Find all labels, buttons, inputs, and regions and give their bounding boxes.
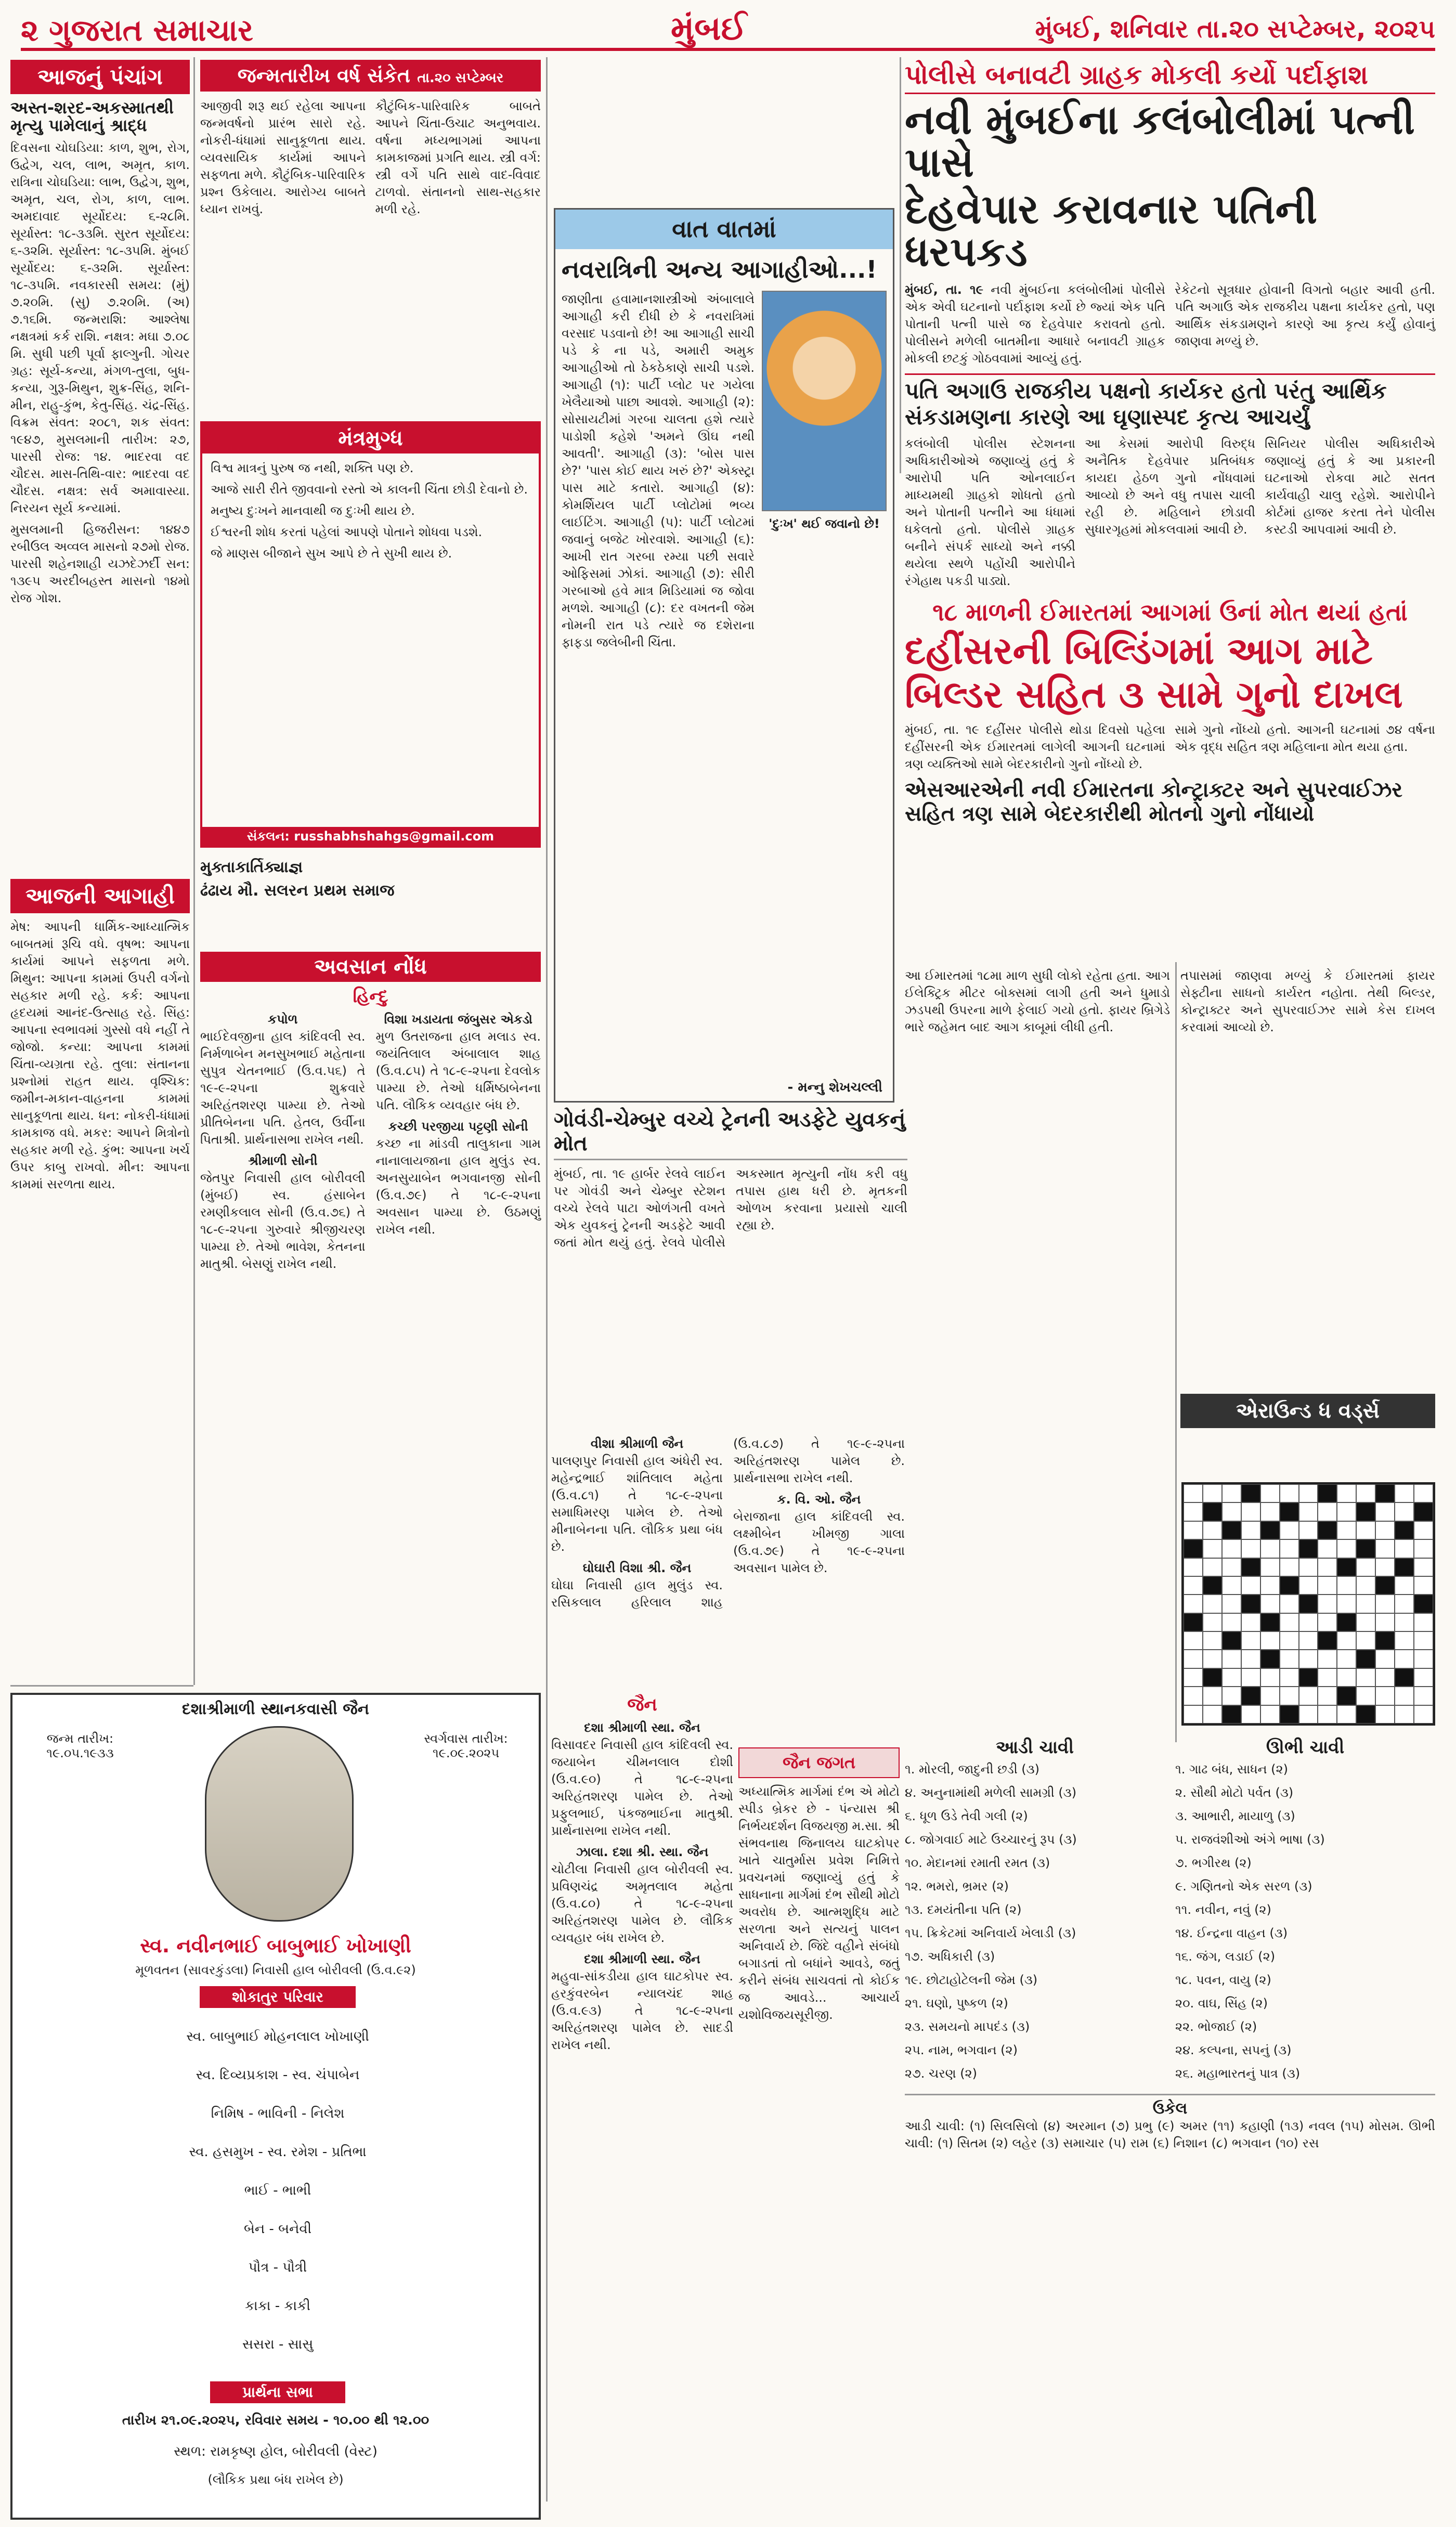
horoscope-title: આજની આગાહી bbox=[10, 879, 190, 913]
crossword-clues bbox=[905, 1737, 1435, 2517]
obit-text: ભાઈદેવજીના હાલ કાંદિવલી સ્વ. નિર્મળાબેન મનસુખભાઈ મહેતાના સુપુત્ર ચેતનભાઈ (ઉ.વ.૫૬) તે ૧૯-૯-૨૫ના શુક્રવારે અરિહંતશરણ પામ્યા છે. તેઓ પ્રીતિબેનના પતિ. હેતલ, ઉર્વીના પિતાશ્રી. પ્રાર્થનાસભા રાખેલ નથી. bbox=[200, 1029, 366, 1147]
obit-text: કચ્છ ના માંડવી તાલુકાના ગામ નાનાલાયજાના હાલ મુલુંડ સ્વ. અનસુયાબેન ભગવાનજી સોની (ઉ.વ.૭૯) તે ૧૮-૯-૨૫ના અવસાન પામ્યા છે. ઉઠમણું રાખેલ નથી. bbox=[375, 1136, 541, 1237]
fire-story bbox=[905, 598, 1435, 962]
clue-down: ૨૨. ભોજાઈ (૨) bbox=[1175, 2019, 1257, 2034]
clue-across: ૨૧. ઘણો, પુષ્કળ (૨) bbox=[905, 1996, 1008, 2011]
clue-across: ૧૫. ક્રિકેટમાં અનિવાર્ય ખેલાડી (૩) bbox=[905, 1926, 1076, 1940]
panchang-extra: મુસલમાની હિજરીસન: ૧૪૪૭ રબીઉલ અવ્વલ માસનો ૨૭મો રોજ. પારસી શહેનશાહી યઝદેઝર્દી સન: ૧૩૯૫ અરદીબહસ્ત માસનો ૧૪મો રોજ ગોશ. bbox=[10, 522, 190, 606]
panchang-section bbox=[10, 60, 190, 871]
horoscope-body: મેષ: આપની ધાર્મિક-આધ્યાત્મિક બાબતમાં રૂચિ વધે. વૃષભ: આપના કાર્યમાં આપને સફળતા મળે. મિથુન: આપના કામમાં ઉપરી વર્ગનો સહકાર મળી રહે. કર્ક: આપના હૃદયમાં આનંદ-ઉત્સાહ રહે. સિંહ: આપના સ્વભાવમાં ગુસ્સો વધે નહીં તે જોજો. કન્યા: આપના કામમાં ચિંતા-વ્યગ્રતા રહે. તુલા: સંતાનના પ્રશ્નોમાં રાહત થાય. વૃશ્ચિક: જમીન-મકાન-વાહનના કામમાં સાનુકૂળતા થાય. ધન: નોકરી-ધંધામાં કામકાજ વધે. મકર: આપને મિત્રોનો સહકાર મળી રહે. કુંભ: આપના ખર્ચ ઉપર કાબુ રાખવો. મીન: આપના કામમાં સરળતા થાય. bbox=[10, 919, 190, 1191]
family-list bbox=[44, 2017, 512, 2364]
jain-jagat-title: જૈન જગત bbox=[738, 1747, 900, 1778]
avsan-title: અવસાન નોંધ bbox=[200, 952, 541, 982]
panchang-body: દિવસના ચોઘડિયા: કાળ, શુભ, રોગ, ઉદ્વેગ, ચલ, લાભ, અમૃત, કાળ. રાત્રિના ચોઘડિયા: લાભ, ઉદ્વેગ, શુભ, અમૃત, ચલ, રોગ, કાળ, લાભ. અમદાવાદ સૂર્યોદય: ૬-૨૮મિ. સૂર્યાસ્ત: ૧૮-૩૩મિ. સુરત સૂર્યોદય: ૬-૩૨મિ. સૂર્યાસ્ત: ૧૮-૩૫મિ. મુંબઈ સૂર્યોદય: ૬-૩૨મિ. સૂર્યાસ્ત: ૧૮-૩૫મિ. નવકારસી સમય: (મું) ૭.૨૦મિ. (સુ) ૭.૨૦મિ. (અ) ૭.૧૬મિ. જન્મરાશિ: આશ્લેષા નક્ષત્રમાં કર્ક રાશિ. નક્ષત્ર: મઘા ૭.૦૮ મિ. સુધી પછી પૂર્વા ફાલ્ગુની. ગોચર ગ્રહ: સૂર્ય-કન્યા, મંગળ-તુલા, બુધ-કન્યા, ગુરૂ-મિથુન, શુક્ર-સિંહ, શનિ-મીન, રાહુ-કુંભ, કેતુ-સિંહ. ચંદ્ર-સિંહ. વિક્રમ સંવત: ૨૦૮૧, શક સંવત: ૧૯૪૭, મુસલમાની તારીખ: ૨૭, પારસી રોજ: ૧૪. ભાદરવા વદ ચૌદસ. માસ-તિથિ-વાર: ભાદરવા વદ ચૌદસ. નક્ષત્ર: સર્વ અમાવાસ્યા. નિરયન સૂર્ય કન્યામાં. bbox=[10, 140, 190, 516]
lead-dateline: મુંબઈ, તા. ૧૯ bbox=[905, 282, 983, 297]
prarthana-note: (લૌકિક પ્રથા બંધ રાખેલ છે) bbox=[207, 2472, 344, 2487]
family-title: શોકાતુર પરિવાર bbox=[200, 1986, 356, 2008]
kavi-line: ઢંઢાય મૌ. સલરન પ્રથમ સમાજ bbox=[200, 882, 395, 900]
clue-down: ૧. ગાઢ બંધ, સાધન (૨) bbox=[1175, 1762, 1288, 1777]
fire-headline-2: બિલ્ડર સહિત ૩ સામે ગુનો દાખલ bbox=[905, 672, 1403, 716]
deceased-name: સ્વ. નવીનભાઈ બાબુભાઈ ખોખાણી bbox=[140, 1934, 411, 1957]
govandi-body: મુંબઈ, તા. ૧૯ હાર્બર રેલવે લાઈન પર ગોવંડી અને ચેમ્બુર સ્ટેશન વચ્ચે રેલવે પાટા ઓળંગતી વખતે એક યુવકનું ટ્રેનની અડફેટે આવી જતાં મોત થયું હતું. રેલવે પોલીસે અકસ્માત મૃત્યુની નોંધ કરી વધુ તપાસ હાથ ધરી છે. મૃતકની ઓળખ કરવાના પ્રયાસો ચાલી રહ્યા છે. bbox=[554, 1167, 907, 1250]
obit-heading: કચ્છી પરજીયા પટ્ટણી સોની bbox=[388, 1119, 528, 1134]
deceased-photo bbox=[205, 1726, 354, 1922]
lead-subheadline: પતિ અગાઉ રાજકીય પક્ષનો કાર્યકર હતો પરંતુ આર્થિક સંકડામણના કારણે આ ઘૃણાસ્પદ કૃત્ય આચર્યું bbox=[905, 373, 1435, 430]
mantra-contact: સંકલન: russhabhshahgs@gmail.com bbox=[202, 827, 539, 846]
fire-body-3: આ ઈમારતમાં ૧૮મા માળ સુધી લોકો રહેતા હતા. આગ ઈલેક્ટ્રિક મીટર બોક્સમાં લાગી હતી અને ધુમાડો ઝડપથી ઉપરના માળે ફેલાઈ ગયો હતો. ફાયર બ્રિગેડે ભારે જહેમત બાદ આગ કાબૂમાં લીધી હતી. bbox=[905, 968, 1170, 1034]
clue-across: ૧. મોરલી, જાદુની છડી (૩) bbox=[905, 1762, 1040, 1777]
family-line: બેન - બનેવી bbox=[243, 2221, 312, 2237]
obit-heading: વિશા ખડાયતા જંબુસર એકડો bbox=[384, 1012, 532, 1027]
clue-down: ૧૧. નવીન, નવું (૨) bbox=[1175, 1902, 1271, 1917]
bhaktigeet-title: મુક્તાકાર્તિક્યાજ્ઞ bbox=[200, 858, 303, 876]
govandi-headline: ગોવંડી-ચેમ્બુર વચ્ચે ટ્રેનની અડફેટે યુવકનું મોત bbox=[554, 1108, 907, 1160]
fire-kicker: ૧૮ માળની ઈમારતમાં આગમાં ઉનાં મોત થયાં હતાં bbox=[932, 598, 1408, 626]
lead-body-4: આ કેસમાં આરોપી વિરુદ્ધ અનૈતિક દેહવેપાર પ્રતિબંધક કાયદા હેઠળ ગુનો નોંધવામાં આવ્યો છે અને વધુ તપાસ ચાલી રહી છે. મહિલાને છોડાવી સુધારગૃહમાં મોકલવામાં આવી છે. bbox=[1085, 436, 1255, 537]
clue-across: ૨૩. સમયનો માપદંડ (૩) bbox=[905, 2019, 1030, 2034]
clue-across: ૧૦. મેદાનમાં રમાતી રમત (૩) bbox=[905, 1856, 1050, 1870]
panchang-subtitle: અસ્ત-શરદ-અકસ્માતથી મૃત્યુ પામેલાનું શ્રાદ્ધ bbox=[10, 98, 174, 135]
hindu-heading: હિન્દુ bbox=[353, 986, 388, 1007]
mantra-title: મંત્રમુગ્ધ bbox=[202, 423, 539, 453]
lead-headline-1: નવી મુંબઈના કલંબોલીમાં પત્ની પાસે bbox=[905, 97, 1415, 186]
clue-down: ૭. ભગીરથ (૨) bbox=[1175, 1856, 1252, 1870]
lead-headline-2: દેહવેપાર કરાવનાર પતિની ધરપકડ bbox=[905, 186, 1318, 276]
fire-body-4: તપાસમાં જાણવા મળ્યું કે ઈમારતમાં ફાયર સેફ્ટીના સાધનો કાર્યરત નહોતા. તેથી બિલ્ડર, કોન્ટ્રાક્ટર અને સુપરવાઈઝર સામે કેસ દાખલ કરવામાં આવ્યો છે. bbox=[1180, 968, 1435, 1034]
fire-body-2: સામે ગુનો નોંધ્યો હતો. આગની ઘટનામાં ૭૪ વર્ષના એક વૃદ્ધ સહિત ત્રણ મહિલાના મોત થયા હતા. bbox=[1175, 722, 1435, 755]
obit-heading: ઝાલા. દશા શ્રી. સ્થા. જૈન bbox=[576, 1845, 709, 1859]
mantra-quote: આજે સારી રીતે જીવવાનો રસ્તો એ કાલની ચિંતા છોડી દેવાનો છે. bbox=[211, 482, 528, 497]
clue-across: ૧૭. અધિકારી (૩) bbox=[905, 1949, 995, 1964]
issue-date: મુંબઈ, શનિવાર તા.૨૦ સપ્ટેમ્બર, ૨૦૨૫ bbox=[1035, 15, 1435, 44]
birthday-col1: આજીવી શરૂ થઈ રહેલા આપના જન્મવર્ષનો પ્રારંભ સારો રહે. નોકરી-ધંધામાં સાનુકૂળતા થાય. વ્યવસાયિક કાર્યમાં આપને સફળતા મળે. કૌટુંબિક-પારિવારિક પ્રશ્ન ઉકેલાય. આરોગ્ય બાબતે ધ્યાન રાખવું. bbox=[200, 99, 366, 216]
obit-heading: ક. વિ. ઓ. જૈન bbox=[777, 1492, 861, 1507]
fire-subheadline: એસઆરએની નવી ઈમારતના કોન્ટ્રાક્ટર અને સુપરવાઈઝર સહિત ત્રણ સામે બેદરકારીથી મોતનો ગુનો નોંધાયો bbox=[905, 778, 1403, 826]
obituary-box bbox=[10, 1693, 541, 2520]
lead-body-5: સિનિયર પોલીસ અધિકારીએ જણાવ્યું હતું કે આ પ્રકારની ઘટનાઓ રોકવા માટે સતત કાર્યવાહી ચાલુ રહેશે. આરોપીને કોર્ટમાં હાજર કરતા તેને પોલીસ કસ્ટડી આપવામાં આવી છે. bbox=[1265, 436, 1435, 537]
prarthana-title: પ્રાર્થના સભા bbox=[210, 2381, 345, 2403]
family-line: સ્વ. હસમુખ - સ્વ. રમેશ - પ્રતિભા bbox=[189, 2144, 367, 2160]
vaat-caption: 'દુઃખ' થઈ જવાનો છે! bbox=[769, 516, 880, 531]
jain-heading: જૈન bbox=[627, 1694, 657, 1715]
clue-down: ૧૪. ઈન્દ્રના વાહન (૩) bbox=[1175, 1926, 1288, 1940]
masthead bbox=[21, 9, 1435, 51]
mantra-quote: મનુષ્ય દુઃખને માનવાથી જ દુઃખી થાય છે. bbox=[211, 503, 415, 518]
jain-jagat bbox=[738, 1747, 900, 2517]
clue-across: ૬. ધૂળ ઉડે તેવી ગલી (૨) bbox=[905, 1809, 1028, 1823]
obit-text: મુળ ઉતરાજના હાલ મલાડ સ્વ. જયંતિલાલ અંબાલાલ શાહ (ઉ.વ.૮૫) તે ૧૮-૯-૨૫ના દેવલોક પામ્યા છે. તેઓ ધર્મિષ્ઠાબેનના પતિ. લૌકિક વ્યવહાર બંધ છે. bbox=[375, 1029, 541, 1112]
obit-heading: વીશા શ્રીમાળી જૈન bbox=[590, 1436, 684, 1451]
obit-heading: કપોળ bbox=[268, 1012, 298, 1027]
obit-text: બેરાજાના હાલ કાંદિવલી સ્વ. લક્ષ્મીબેન ખીમજી ગાલા (ઉ.વ.૭૯) તે ૧૯-૯-૨૫ના અવસાન પામેલ છે. bbox=[733, 1509, 905, 1575]
family-line: સ્વ. દિવ્યપ્રકાશ - સ્વ. ચંપાબેન bbox=[196, 2067, 360, 2083]
obituary-heading: દશાશ્રીમાળી સ્થાનકવાસી જૈન bbox=[181, 1700, 370, 1718]
clue-down: ૨. સૌથી મોટો પર્વત (૩) bbox=[1175, 1785, 1294, 1800]
mantra-quote: જે માણસ બીજાને સુખ આપે છે તે સુખી થાય છે. bbox=[211, 546, 452, 561]
clue-across: ૪. અનુનામાંથી મળેલી સામગ્રી (૩) bbox=[905, 1785, 1077, 1800]
family-line: પૌત્ર - પૌત્રી bbox=[248, 2260, 307, 2275]
obit-text: ચોટીલા નિવાસી હાલ બોરીવલી સ્વ. પ્રવિણચંદ્ર અમૃતલાલ મહેતા (ઉ.વ.૮૦) તે ૧૮-૯-૨૫ના અરિહંતશરણ પામેલ છે. લૌકિક વ્યવહાર બંધ રાખેલ છે. bbox=[551, 1862, 733, 1945]
vaat-title: વાત વાતમાં bbox=[555, 210, 893, 249]
prarthana-venue: સ્થળ: રામકૃષ્ણ હોલ, બોરીવલી (વેસ્ટ) bbox=[174, 2444, 378, 2459]
family-line: સ્વ. બાબુભાઈ મોહનલાલ ખોખાણી bbox=[186, 2029, 369, 2044]
clue-across: ૧૨. ભમરો, ભ્રમર (૨) bbox=[905, 1879, 1009, 1894]
family-line: ભાઈ - ભાભી bbox=[244, 2183, 311, 2198]
obit-text: વિસાવદર નિવાસી હાલ કાંદિવલી સ્વ. જયાબેન ચીમનલાલ દોશી (ઉ.વ.૯૦) તે ૧૮-૯-૨૫ના અરિહંતશરણ પામેલ છે. તેઓ પ્રફુલભાઈ, પંકજભાઈના માતુશ્રી. પ્રાર્થનાસભા રાખેલ નથી. bbox=[551, 1738, 733, 1838]
died-label: સ્વર્ગવાસ તારીખ: bbox=[424, 1731, 508, 1746]
across-title: આડી ચાવી bbox=[996, 1737, 1074, 1758]
clue-down: ૧૬. જંગ, લડાઈ (૨) bbox=[1175, 1949, 1276, 1964]
obit-text: ઘોઘા નિવાસી હાલ મુલુંડ સ્વ. રસિકલાલ હરિલાલ શાહ (ઉ.વ.૮૭) તે ૧૯-૯-૨૫ના અરિહંતશરણ પામેલ છે. પ્રાર્થનાસભા રાખેલ નથી. bbox=[551, 1436, 905, 1610]
lead-story bbox=[905, 60, 1435, 588]
obit-heading: શ્રીમાળી સોની bbox=[248, 1154, 318, 1168]
family-line: કાકા - કાકી bbox=[245, 2298, 310, 2314]
down-title: ઊભી ચાવી bbox=[1266, 1737, 1345, 1758]
family-line: સસરા - સાસુ bbox=[242, 2337, 314, 2352]
clue-down: ૧૮. પવન, વાયુ (૨) bbox=[1175, 1973, 1271, 1987]
govandi-story bbox=[554, 1108, 907, 1430]
clue-down: ૨૬. મહાભારતનું પાત્ર (૩) bbox=[1175, 2066, 1301, 2081]
clue-across: ૮. જોગવાઈ માટે ઉચ્ચારનું રૂપ (૩) bbox=[905, 1832, 1077, 1847]
cartoon-illustration bbox=[762, 291, 887, 511]
clue-across: ૧૩. દમયંતીના પતિ (૨) bbox=[905, 1902, 1022, 1917]
horoscope-section bbox=[10, 879, 190, 1680]
deceased-native: મૂળવતન (સાવરકુંડલા) નિવાસી હાલ બોરીવલી (ઉ.વ.૯૨) bbox=[135, 1963, 416, 1977]
fire-body-1: મુંબઈ, તા. ૧૯ દહીંસર પોલીસે થોડા દિવસો પહેલા દહીંસરની એક ઈમારતમાં લાગેલી આગની ઘટનામાં ત્રણ વ્યક્તિઓ સામે બેદરકારીનો ગુનો નોંધ્યો છે. bbox=[905, 722, 1165, 772]
mantra-section bbox=[200, 421, 541, 848]
lead-kicker: પોલીસે બનાવટી ગ્રાહક મોકલી કર્યો પર્દાફાશ bbox=[905, 60, 1435, 94]
obit-heading: ઘોઘારી વિશા શ્રી. જૈન bbox=[582, 1561, 692, 1575]
family-line: નિમિષ - ભાવિની - નિલેશ bbox=[211, 2106, 345, 2121]
clue-down: ૩. આભારી, માયાળુ (૩) bbox=[1175, 1809, 1295, 1823]
born-label: જન્મ તારીખ: bbox=[46, 1731, 114, 1746]
birthday-section bbox=[200, 60, 541, 413]
panchang-title: આજનું પંચાંગ bbox=[10, 60, 190, 94]
vaat-section bbox=[554, 208, 894, 1103]
obit-heading: દશા શ્રીમાળી સ્થા. જૈન bbox=[584, 1952, 700, 1966]
clue-down: ૯. ગણિતનો એક સરળ (૩) bbox=[1175, 1879, 1312, 1894]
fire-headline-1: દહીંસરની બિલ્ડિંગમાં આગ માટે bbox=[905, 629, 1373, 672]
birthday-title: જન્મતારીખ વર્ષ સંકેત તા.૨૦ સપ્ટેમ્બર bbox=[200, 60, 541, 92]
born-date: ૧૯.૦૫.૧૯૩૩ bbox=[46, 1746, 114, 1760]
vaat-author: - મન્નુ શેખચલ્લી bbox=[787, 1080, 882, 1095]
clue-across: ૧૯. છોટાહોટેલની જેમ (૩) bbox=[905, 1973, 1038, 1987]
clue-across: ૨૫. નામ, ભગવાન (૨) bbox=[905, 2043, 1018, 2057]
lead-body-1: નવી મુંબઈના કલંબોલીમાં પોલીસે એક એવી ઘટનાનો પર્દાફાશ કર્યો છે જ્યાં એક પતિ પોતાની પત્ની પાસે જ દેહવેપાર કરાવતો હતો. પોલીસને મળેલી બાતમીના આધારે બનાવટી ગ્રાહક મોકલી છટકું ગોઠવવામાં આવ્યું હતું. bbox=[905, 282, 1165, 366]
obituaries-column-3 bbox=[551, 1435, 905, 1685]
clue-down: ૨૦. વાઘ, સિંહ (૨) bbox=[1175, 1996, 1268, 2011]
lead-body-3: કલંબોલી પોલીસ સ્ટેશનના અધિકારીઓએ જણાવ્યું હતું કે આરોપી પતિ ઓનલાઈન માધ્યમથી ગ્રાહકો શોધતો હતો અને પોતાની પત્નીને આ ધંધામાં ધકેલતો હતો. પોલીસે ગ્રાહક બનીને સંપર્ક સાધ્યો અને નક્કી થયેલા સ્થળે પહોંચી આરોપીને રંગેહાથ પકડી પાડ્યો. bbox=[905, 436, 1075, 588]
obit-text: મહુવા-સાંકડીયા હાલ ઘાટકોપર સ્વ. હરકુંવરબેન ન્યાલચંદ શાહ (ઉ.વ.૯૩) તે ૧૮-૯-૨૫ના અરિહંતશરણ પામેલ છે. સાદડી રાખેલ નથી. bbox=[551, 1969, 733, 2052]
obituaries-column-2 bbox=[551, 1690, 733, 2512]
crossword-grid[interactable] bbox=[1181, 1482, 1435, 1726]
city-section: મુંબઈ bbox=[671, 9, 747, 48]
clue-down: ૫. રાજવંશીઓ અંગે ભાષા (૩) bbox=[1175, 1832, 1325, 1847]
obit-text: પાલણપુર નિવાસી હાલ અંધેરી સ્વ. મહેન્દ્રભાઈ શાંતિલાલ મહેતા (ઉ.વ.૮૧) તે ૧૮-૯-૨૫ના સમાધિમરણ પામેલ છે. તેઓ મીનાબેનના પતિ. લૌકિક પ્રથા બંધ છે. bbox=[551, 1454, 723, 1554]
vaat-body: જાણીતા હવામાનશાસ્ત્રીઓ અંબાલાલે આગાહી કરી દીધી છે કે નવરાત્રિમાં વરસાદ પડવાનો છે! આ આગાહી સાચી પડે કે ના પડે, અમારી અમુક આગાહીઓ તો ઠેકઠેકાણે સાચી પડશે. આગાહી (૧): પાર્ટી પ્લોટ પર ગયેલા ખેલૈયાઓ પાછા આવશે. આગાહી (૨): સોસાયટીમાં ગરબા ચાલતા હશે ત્યારે પાડોશી કહેશે 'અમને ઊંઘ નથી આવતી'. આગાહી (૩): 'બોસ પાસ છે?' 'પાસ કોઈ થાય ખરું છે?' એક્સ્ટ્રા પાસ માટે કતારો. આગાહી (૪): કોમર્શિયલ પાર્ટી પ્લોટોમાં ભવ્ય લાઈટિંગ. આગાહી (૫): પાર્ટી પ્લોટમાં જવાનું બજેટ ખોરવાશે. આગાહી (૬): આખી રાત ગરબા રમ્યા પછી સવારે ઓફિસમાં ઝોકાં. આગાહી (૭): સીરી ગરબાઓ હવે માત્ર મિડિયામાં જ જોવા મળશે. આગાહી (૮): દર વખતની જેમ નોમની રાત પડે ત્યારે જ દશેરાના ફાફડા જલેબીની ચિંતા. bbox=[562, 292, 755, 650]
answers-title: ઉકેલ bbox=[1152, 2100, 1188, 2118]
obituaries-column-1 bbox=[200, 952, 541, 1685]
answers-body: આડી ચાવી: (૧) સિલસિલો (૪) અરમાન (૭) પ્રભુ (૯) અમર (૧૧) કહાણી (૧૩) નવલ (૧૫) મોસમ. ઊભી ચાવી: (૧) સિતમ (૨) લહેર (૩) સમાચાર (૫) રામ (૬) નિશાન (૮) ભગવાન (૧૦) રસ bbox=[905, 2119, 1435, 2150]
crossword-title: એરાઉન્ડ ધ વર્ડ્સ bbox=[1180, 1394, 1435, 1428]
lead-body-2: રેકેટનો સૂત્રધાર હોવાની વિગતો બહાર આવી હતી. પતિ અગાઉ એક રાજકીય પક્ષના કાર્યકર હતો, પણ આર્થિક સંકડામણને કારણે આ કૃત્ય કર્યું હોવાનું જાણવા મળ્યું છે. bbox=[1175, 282, 1435, 348]
clue-across: ૨૭. ચરણ (૨) bbox=[905, 2066, 978, 2081]
obit-heading: દશા શ્રીમાળી સ્થા. જૈન bbox=[584, 1720, 700, 1735]
vaat-headline: નવરાત્રિની અન્ય આગાહીઓ...! bbox=[562, 255, 877, 283]
birthday-col2: કૌટુંબિક-પારિવારિક બાબતે આપને ચિંતા-ઉચાટ અનુભવાય. વર્ષના મધ્યભાગમાં આપના કામકાજમાં પ્રગતિ થાય. સ્ત્રી વર્ગ: સ્ત્રી વર્ગે પતિ સાથે વાદ-વિવાદ ટાળવો. સંતાનનો સાથ-સહકાર મળી રહે. bbox=[375, 99, 541, 216]
prarthana-time: તારીખ ૨૧.૦૯.૨૦૨૫, રવિવાર સમય - ૧૦.૦૦ થી ૧૨.૦૦ bbox=[122, 2413, 430, 2428]
mantra-quote: વિશ્વ માત્રનું પુરુષ જ નથી, શક્તિ પણ છે. bbox=[211, 461, 414, 475]
mantra-quote: ઈશ્વરની શોધ કરતાં પહેલાં આપણે પોતાને શોધવા પડશે. bbox=[211, 525, 483, 539]
died-date: ૧૯.૦૯.૨૦૨૫ bbox=[432, 1746, 500, 1760]
jain-jagat-body: અધ્યાત્મિક માર્ગમાં દંભ એ મોટો સ્પીડ બ્રેકર છે - પંન્યાસ શ્રી નિર્ભયદર્શન વિજયજી મ.સા. શ્રી સંભવનાથ જિનાલય ઘાટકોપર ખાતે ચાતુર્માસ પ્રવેશ નિમિત્તે પ્રવચનમાં જણાવ્યું હતું કે સાધનાના માર્ગમાં દંભ સૌથી મોટો અવરોધ છે. આત્મશુદ્ધિ માટે સરળતા અને સત્યનું પાલન અનિવાર્ય છે. જિંદે વહીને સંબંધો બગાડતાં તો બધાંને આવડે, જતું કરીને સંબંધ સાચવતાં તો કોઈક જ આવડે... આચાર્ય યશોવિજયસૂરીજી. bbox=[738, 1784, 900, 2022]
obit-text: જેતપુર નિવાસી હાલ બોરીવલી (મુંબઈ) સ્વ. હંસાબેન રમણીકલાલ સોની (ઉ.વ.૭૬) તે ૧૮-૯-૨૫ના ગુરુવારે શ્રીજીચરણ પામ્યા છે. તેઓ ભાવેશ, કેતનના માતુશ્રી. બેસણું રાખેલ નથી. bbox=[200, 1171, 366, 1271]
page-number-and-paper: ૨ ગુજરાત સમાચાર bbox=[21, 12, 254, 48]
clue-down: ૨૪. કલ્પના, સપનું (૩) bbox=[1175, 2043, 1292, 2057]
